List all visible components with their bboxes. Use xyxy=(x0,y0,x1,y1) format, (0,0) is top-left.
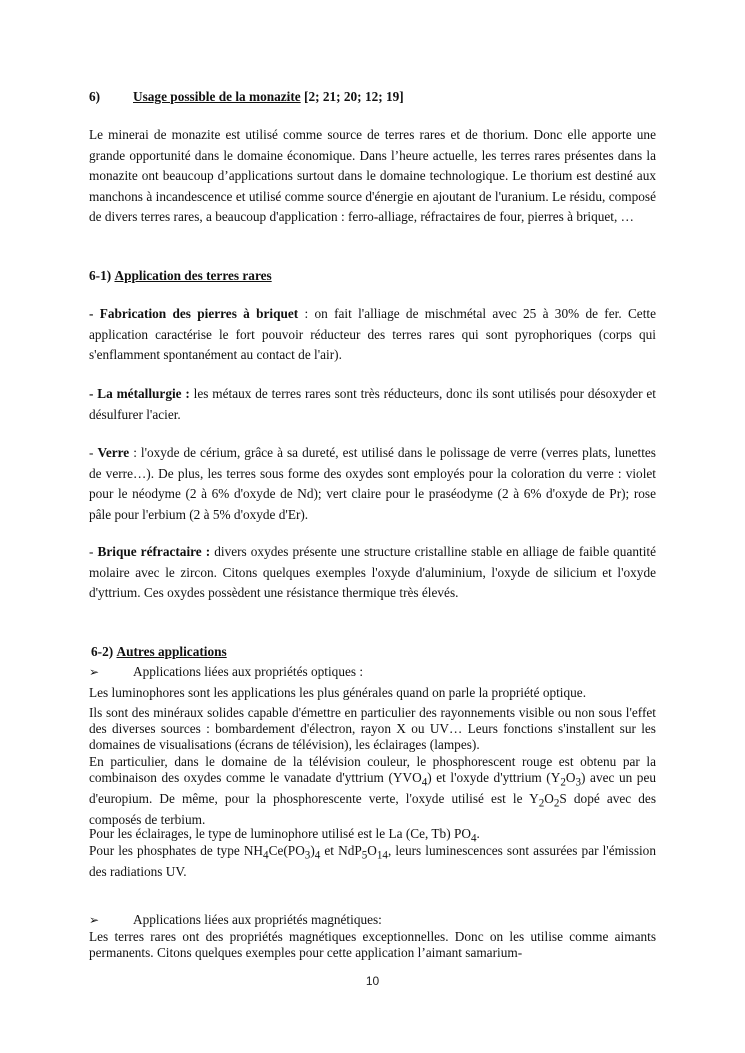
text-run: . xyxy=(476,826,480,841)
item-brique-refractaire xyxy=(89,542,656,604)
section-6-heading xyxy=(89,88,656,106)
item-label: - La métallurgie : xyxy=(89,386,190,401)
bullet-magnetic xyxy=(89,911,656,929)
section-6-title: Usage possible de la monazite xyxy=(133,89,301,104)
item-verre xyxy=(89,443,656,525)
subscript: 2 xyxy=(560,776,566,789)
subscript: 3 xyxy=(304,849,311,862)
text-run: Pour les phosphates de type NH xyxy=(89,843,264,858)
optical-line-1: Les luminophores sont les applications les plus générales quand on parle la propriété optique. xyxy=(89,685,587,700)
section-6-number: 6) xyxy=(89,89,101,104)
text-run: et NdP xyxy=(320,843,362,858)
item-label: - Fabrication des pierres à briquet xyxy=(89,306,299,321)
section-6-2-heading xyxy=(91,643,658,661)
arrow-bullet-icon: ➢ xyxy=(89,665,100,679)
bullet-text: Applications liées aux propriétés magnétiques: xyxy=(133,912,382,927)
subscript: 4 xyxy=(470,832,477,845)
subscript: 4 xyxy=(421,776,428,789)
magnetic-paragraph: Les terres rares ont des propriétés magnétiques exceptionnelles. Donc on les utilise comme aimants permanents. Citons quelques exemples pour cette application l’aimant samarium- xyxy=(89,929,656,961)
item-pierres-a-briquet xyxy=(89,304,656,366)
item-text: divers oxydes présente une structure cristalline stable en alliage de faible quantité molaire avec le zircon. Citons quelques exemples l'oxyde d'aluminium, l'oxyde de silicium et l'oxyde d'yttrium. Ces oxydes possèdent une résistance thermique très élevés. xyxy=(89,544,656,601)
subscript: 14 xyxy=(376,849,388,862)
subscript: 5 xyxy=(361,849,368,862)
subscript: 2 xyxy=(538,797,545,810)
optical-paragraph-2 xyxy=(89,754,656,828)
text-run: En particulier, dans le domaine de la télévision couleur, le phosphorescent rouge est obtenu par la combinaison des oxydes comme le vanadate d'yttrium (YVO xyxy=(89,754,656,786)
subscript: 2 xyxy=(553,797,560,810)
section-6-paragraph: Le minerai de monazite est utilisé comme source de terres rares et de thorium. Donc elle apporte une grande opportunité dans le domaine économique. Dans l’heure actuelle, les terres rares présentes dans la monazite ont beaucoup d’applications surtout dans le domaine technologique. Le thorium est destiné aux manchons à incandescence et utilisé comme source d'énergie en ajoutant de l'uranium. Le résidu, composé de divers terres rares, a beaucoup d'application : ferro-alliage, réfractaires de four, pierres à briquet, … xyxy=(89,127,656,225)
text-run: S dopé avec des composés de terbium. xyxy=(89,791,657,827)
arrow-bullet-icon: ➢ xyxy=(89,913,100,927)
item-text: : l'oxyde de cérium, grâce à sa dureté, est utilisé dans le polissage de verre (verres plats, lunettes de verre…). De plus, les terres sous forme des oxydes sont employés pour la coloration du verre : violet pour le néodyme (2 à 6% d'oxyde de Nd); vert claire pour le praséodyme (2 à 6% d'oxyde de Pr); rose pâle pour l'erbium (2 à 5% d'oxyde d'Er). xyxy=(89,445,656,522)
text-run: O xyxy=(367,843,377,858)
subscript: 3 xyxy=(575,776,582,789)
item-prefix: - xyxy=(89,445,98,460)
text-run: Pour les éclairages, le type de luminophore utilisé est le La (Ce, Tb) PO xyxy=(89,826,471,841)
text-run: Ce(PO xyxy=(268,843,305,858)
section-6-2-title: Autres applications xyxy=(116,644,227,659)
section-6-1-heading xyxy=(89,267,656,285)
subscript: 4 xyxy=(263,849,269,862)
item-prefix: - xyxy=(89,544,98,559)
optical-paragraph-4 xyxy=(89,843,656,880)
item-label: Brique réfractaire : xyxy=(97,544,211,559)
bullet-text: Applications liées aux propriétés optiques : xyxy=(133,664,364,679)
text-run: , leurs luminescences sont assurées par l'émission des radiations UV. xyxy=(89,843,656,879)
text-run: O xyxy=(565,770,576,786)
item-text: les métaux de terres rares sont très réducteurs, donc ils sont utilisés pour désoxyder et désulfurer l'acier. xyxy=(89,386,656,422)
text-run: ) et l'oxyde d'yttrium (Y xyxy=(427,770,561,786)
item-text: : on fait l'alliage de mischmétal avec 25 à 30% de fer. Cette application caractérise le fort pouvoir réducteur des terres rares qui sont pyrophoriques (corps qui s'enflamment spontanément au contact de l'air). xyxy=(89,306,657,363)
section-6-2-number: 6-2) xyxy=(91,644,114,659)
item-label: Verre xyxy=(97,445,130,460)
optical-paragraph-1: Ils sont des minéraux solides capable d'émettre en particulier des rayonnements visible ou non sous l'effet des diverses sources : bombardement d'électron, rayon X ou UV… Leurs fonctions s'installent sur les domaines de visualisations (écrans de télévision), les éclairages (lampes). xyxy=(89,705,656,753)
bullet-optical xyxy=(89,663,656,681)
section-6-1-number: 6-1) xyxy=(89,268,112,283)
text-run: O xyxy=(544,791,554,807)
section-6-1-title: Application des terres rares xyxy=(114,268,272,283)
subscript: 4 xyxy=(314,849,321,862)
section-6-refs: [2; 21; 20; 12; 19] xyxy=(300,89,404,104)
item-metallurgie xyxy=(89,384,656,425)
text-run: ) xyxy=(310,843,315,858)
text-run: ) avec un peu d'europium. De même, pour la phosphorescente verte, l'oxyde utilisé est le Y xyxy=(89,770,657,807)
page-number: 10 xyxy=(365,974,380,988)
